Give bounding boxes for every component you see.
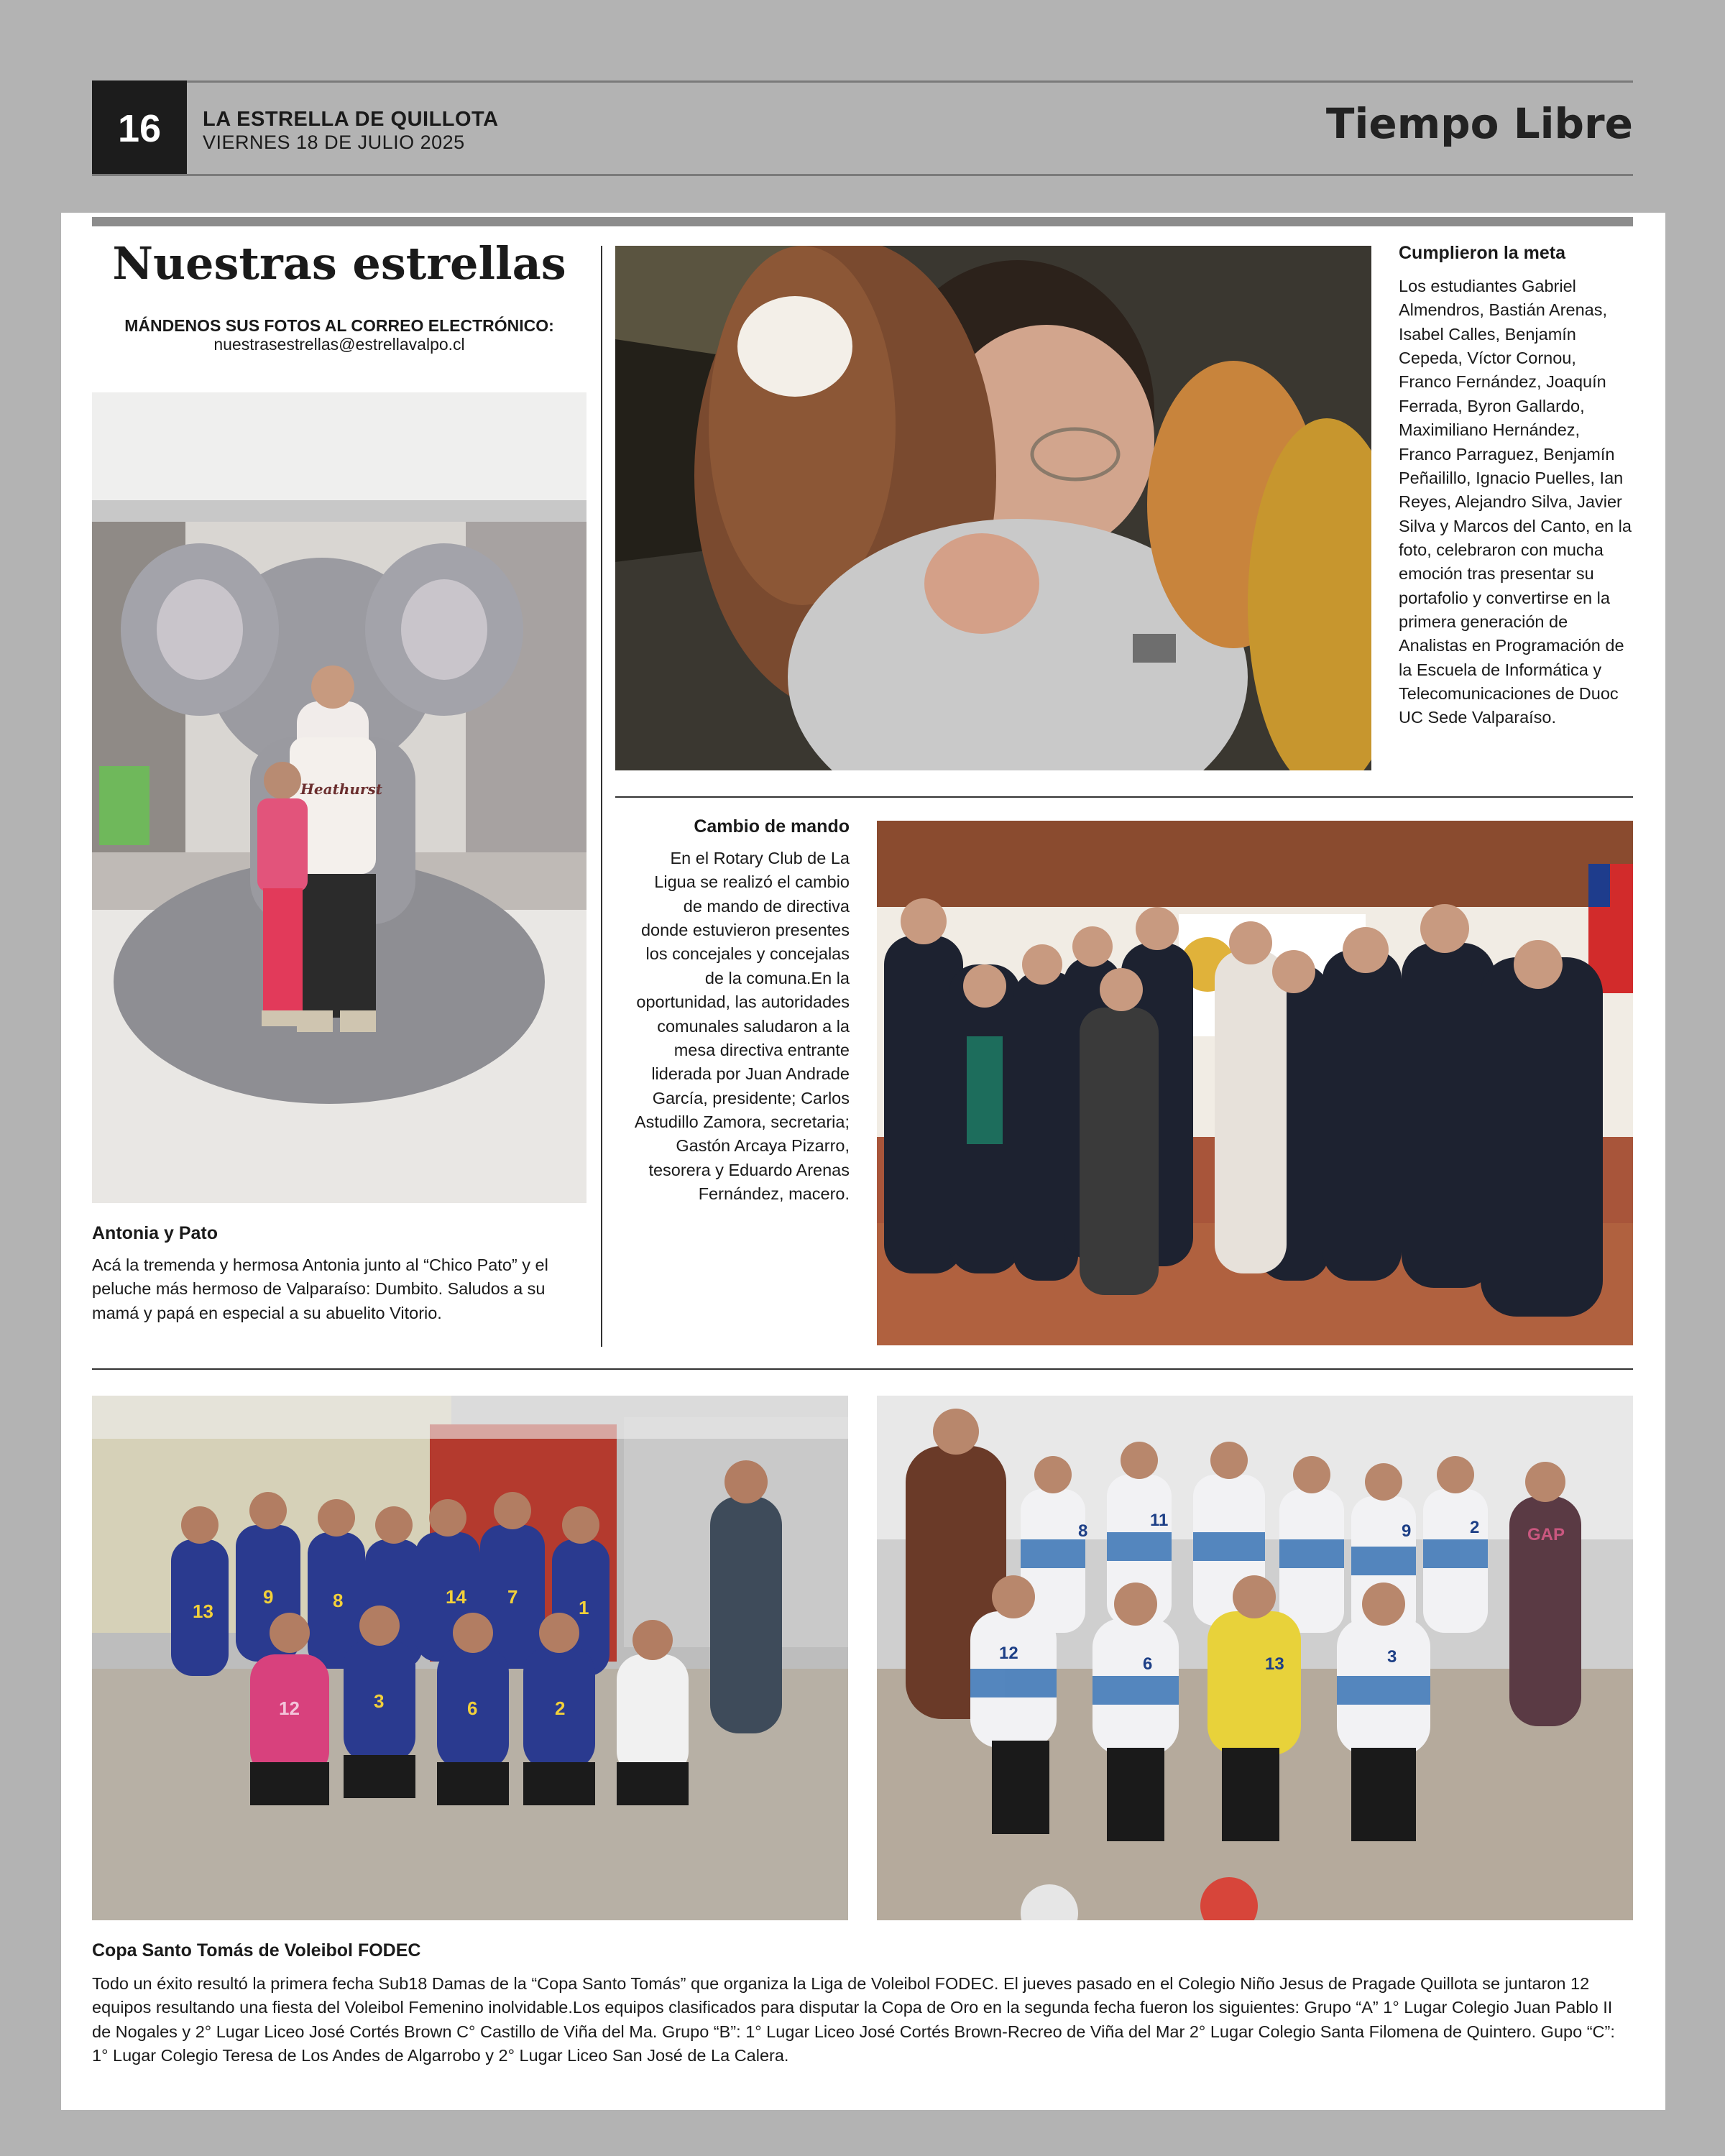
photo-graduation-hug: [615, 246, 1371, 770]
caption-heading-copa: Copa Santo Tomás de Voleibol FODEC: [92, 1940, 421, 1961]
jersey-number: 8: [333, 1590, 344, 1611]
newspaper-name: LA ESTRELLA DE QUILLOTA: [203, 108, 499, 131]
sweatshirt-text: Heathurst: [300, 780, 382, 798]
jersey-number: 3: [1387, 1647, 1397, 1667]
panel-top-bar: [92, 217, 1633, 226]
jersey-number: 14: [446, 1586, 466, 1608]
caption-text-copa: Todo un éxito resultó la primera fecha Sub18 Damas de la “Copa Santo Tomás” que organiza la Liga de Voleibol FODEC. El jueves pasado en el Colegio Niño Jesus de Pragade Quillota se juntaron 12 equipos resultando una fiesta del Voleibol Femenino inolvidable.Los equipos clasificados para disputar la Copa de Oro en la segunda fecha fueron los siguientes: Grupo “A” 1° Lugar Colegio Juan Pablo II de Nogales y 2° Lugar Liceo José Cortés Brown C° Castillo de Viña del Ma. Grupo “B”: 1° Lugar Liceo José Cortés Brown-Recreo de Viña del Mar 2° Lugar Colegio Santa Filomena de Quintero. Gupo “C”: 1° Lugar Colegio Teresa de Los Andes de Algarrobo y 2° Lugar Liceo San José de La Calera.: [92, 1974, 1615, 2065]
divider-volleyball: [92, 1368, 1633, 1370]
team2-jersey-numbers: [877, 1396, 1633, 1920]
caption-heading-mando: Cambio de mando: [694, 816, 850, 837]
photo-volleyball-team-2: [877, 1396, 1633, 1920]
header-bottom-rule: [92, 174, 1633, 176]
jersey-number: 9: [263, 1586, 274, 1608]
caption-text-meta: Los estudiantes Gabriel Almendros, Bastián Arenas, Isabel Calles, Benjamín Cepeda, Víctor Cornou, Franco Fernández, Joaquín Ferrada, Byron Gallardo, Maximiliano Hernández, Franco Parraguez, Benjamín Peñailillo, Ignacio Puelles, Ian Reyes, Alejandro Silva, Javier Silva y Marcos del Canto, en la foto, celebraron con mucha emoción tras presentar su portafolio y convertirse en la primera generación de Analistas en Programación de la Escuela de Informática y Telecomunicaciones de Duoc UC Sede Valparaíso.: [1399, 277, 1632, 727]
page-number: 16: [92, 80, 187, 176]
jersey-number: 13: [193, 1600, 213, 1622]
divider-meta-mando: [615, 796, 1633, 798]
jersey-number: 7: [507, 1586, 518, 1608]
jersey-number: 3: [374, 1690, 385, 1712]
jersey-number: 6: [1143, 1654, 1153, 1674]
submit-email[interactable]: nuestrasestrellas@estrellavalpo.cl: [213, 335, 465, 354]
jersey-number: 2: [1470, 1518, 1480, 1537]
submit-label: MÁNDENOS SUS FOTOS AL CORREO ELECTRÓNICO:: [124, 316, 554, 335]
caption-heading-meta: Cumplieron la meta: [1399, 243, 1565, 263]
issue-date: VIERNES 18 DE JULIO 2025: [203, 132, 465, 153]
caption-text-mando: En el Rotary Club de La Ligua se realizó el cambio de mando de directiva donde estuvieron presentes los concejales y concejalas de la comuna.En la oportunidad, las autoridades comunales saludaron a la mesa directiva entrante liderada por Juan Andrade García, presidente; Carlos Astudillo Zamora, secretaria; Gastón Arcaya Pizarro, tesorera y Eduardo Arenas Fernández, macero.: [634, 849, 850, 1204]
jersey-number: 8: [1078, 1521, 1088, 1541]
jersey-number: 11: [1150, 1511, 1169, 1530]
jersey-number: 12: [999, 1644, 1018, 1663]
header-top-rule: [92, 80, 1633, 83]
shirt-brand: GAP: [1527, 1525, 1565, 1544]
photo-rotary-club: [877, 821, 1633, 1345]
column-title: Nuestras estrellas: [112, 237, 566, 290]
column-divider-left: [601, 246, 602, 1347]
section-title: Tiempo Libre: [1325, 99, 1633, 148]
jersey-number: 2: [555, 1697, 566, 1719]
caption-text-antonia: Acá la tremenda y hermosa Antonia junto al “Chico Pato” y el peluche más hermoso de Valparaíso: Dumbito. Saludos a su mamá y papá en especial a su abuelito Vitorio.: [92, 1256, 548, 1322]
jersey-number: 1: [579, 1597, 589, 1618]
jersey-number: 6: [467, 1697, 478, 1719]
jersey-number: 12: [279, 1697, 300, 1719]
photo-volleyball-team-1: [92, 1396, 848, 1920]
jersey-number: 9: [1402, 1521, 1412, 1541]
team1-jersey-numbers: [92, 1396, 848, 1920]
photo-antonia-pato: [92, 392, 586, 1203]
jersey-number: 13: [1265, 1654, 1284, 1674]
caption-heading-antonia: Antonia y Pato: [92, 1223, 218, 1243]
